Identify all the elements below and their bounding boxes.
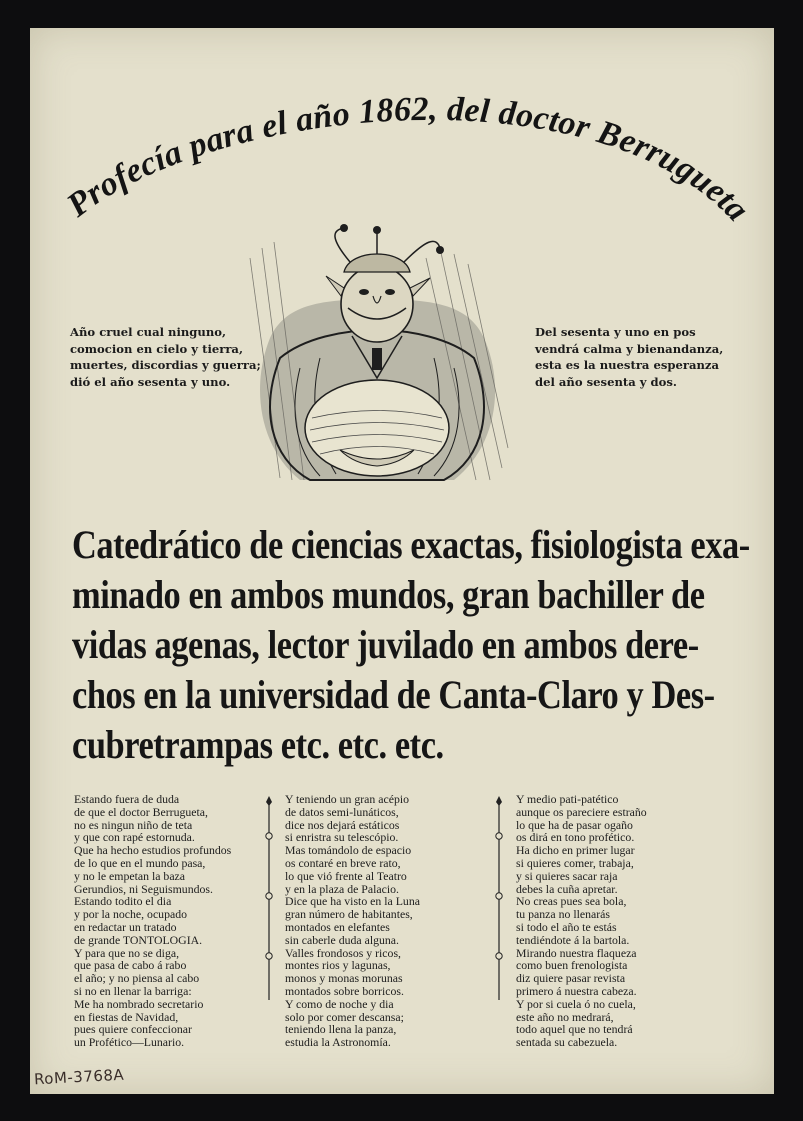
poem-line: este año no medrará, xyxy=(516,1009,614,1024)
poem-line: todo aquel que no tendrá xyxy=(516,1022,633,1037)
poem-line: montados sobre borricos. xyxy=(285,983,404,998)
poem-line: y si quieres sacar raja xyxy=(516,868,618,883)
poem-line: y en la plaza de Palacio. xyxy=(285,881,399,896)
verse-right xyxy=(535,324,723,390)
poem-line: y por la noche, ocupado xyxy=(74,907,188,922)
poem-line: solo por comer descansa; xyxy=(285,1009,404,1024)
poem-line: un Profético—Lunario. xyxy=(74,1035,185,1050)
heading-line: chos en la universidad de Canta-Claro y Des- xyxy=(72,672,715,717)
verse-line: esta es la nuestra esperanza xyxy=(535,358,720,372)
poem-line: tendiéndote á la bartola. xyxy=(516,932,630,947)
poem-line: y no le empetan la baza xyxy=(74,868,186,883)
poem-line: montados en elefantes xyxy=(285,919,390,934)
heading-line: minado en ambos mundos, gran bachiller de xyxy=(72,572,705,617)
poem-line: debes la cuña apretar. xyxy=(516,881,618,896)
poem-line: sentada su cabezuela. xyxy=(516,1035,618,1050)
poem-line: os dirá en tono profético. xyxy=(516,830,635,845)
poem-line: Mas tomándolo de espacio xyxy=(285,843,412,858)
poem-line: Estando fuera de duda xyxy=(74,792,180,806)
poem-line: Y teniendo un gran acépio xyxy=(285,792,410,806)
poem-line: si enristra su telescópio. xyxy=(285,830,399,845)
poem-line: de lo que en el mundo pasa, xyxy=(74,855,206,870)
poem-line: de que el doctor Berrugueta, xyxy=(74,804,208,819)
poem-line: Estando todito el dia xyxy=(74,894,172,909)
poem-line: montes rios y lagunas, xyxy=(285,958,391,973)
poem-line: pues quiere confeccionar xyxy=(74,1022,192,1037)
verse-left xyxy=(70,324,261,390)
poem-line: y que con rapé estornuda. xyxy=(74,830,195,845)
doctor-portrait-engraving xyxy=(240,218,514,488)
title-text: Profecía para el año 1862, del doctor Berrugueta, xyxy=(25,0,756,229)
poem-line: Y como de noche y dia xyxy=(285,996,394,1011)
poem-line: aunque os pareciere estraño xyxy=(516,804,647,819)
poem-line: en fiestas de Navidad, xyxy=(74,1009,179,1024)
poem-line: estudia la Astronomía. xyxy=(285,1035,391,1050)
poem-line: el año; y no piensa al cabo xyxy=(74,971,200,986)
svg-text:Profecía para el año 1862, del xyxy=(25,0,756,229)
verse-line: Del sesenta y uno en pos xyxy=(535,325,696,339)
poem-column-3 xyxy=(516,793,647,1049)
library-shelfmark: RoM-3768A xyxy=(33,1065,125,1089)
poem-line: sin caberle duda alguna. xyxy=(285,932,399,947)
poem-line: teniendo llena la panza, xyxy=(285,1022,397,1037)
heading-line: cubretrampas etc. etc. etc. xyxy=(72,722,444,767)
poem-line: Que ha hecho estudios profundos xyxy=(74,843,232,858)
poem-line: como buen frenologista xyxy=(516,958,628,973)
poem-line: Valles frondosos y ricos, xyxy=(285,945,401,960)
poem-line: si todo el año te estás xyxy=(516,919,617,934)
heading-line: vidas agenas, lector juvilado en ambos dere- xyxy=(72,622,699,667)
poem-line: tu panza no llenarás xyxy=(516,907,611,922)
poem-column-2 xyxy=(285,793,420,1049)
verse-line: del año sesenta y dos. xyxy=(535,374,677,389)
broadsheet-page xyxy=(25,0,774,1094)
heading-line: Catedrático de ciencias exactas, fisiologista exa- xyxy=(72,522,750,567)
poem-line: de datos semi-lunáticos, xyxy=(285,804,399,819)
poem-line: diz quiere pasar revista xyxy=(516,971,626,986)
verse-line: Año cruel cual ninguno, xyxy=(70,325,227,339)
poem-line: os contaré en breve rato, xyxy=(285,855,401,870)
poem-line: no es ningun niño de teta xyxy=(74,817,193,832)
poem-line: No creas pues sea bola, xyxy=(516,894,627,909)
poem-line: Mirando nuestra flaqueza xyxy=(516,945,637,960)
poem-line: gran número de habitantes, xyxy=(285,907,413,922)
poem-line: dice nos dejará estáticos xyxy=(285,817,400,832)
verse-line: dió el año sesenta y uno. xyxy=(70,374,231,389)
poem-line: Gerundios, ni Seguismundos. xyxy=(74,881,213,896)
poem-line: Ha dicho en primer lugar xyxy=(516,843,635,858)
poem-line: lo que ha de pasar ogaño xyxy=(516,817,633,832)
poem-line: lo que vió frente al Teatro xyxy=(285,868,407,883)
poem-line: Y para que no se diga, xyxy=(74,945,180,960)
poem-column-1 xyxy=(74,793,231,1049)
column-divider-ornament xyxy=(494,796,504,1001)
poem-line: Me ha nombrado secretario xyxy=(74,996,204,1011)
poem-line: si no en llenar la barriga: xyxy=(74,983,192,998)
verse-line: comocion en cielo y tierra, xyxy=(70,341,243,356)
poem-line: monos y monas morunas xyxy=(285,971,403,986)
verse-line: vendrá calma y bienandanza, xyxy=(535,341,724,356)
poem-line: si quieres comer, trabaja, xyxy=(516,855,634,870)
poem-line: que pasa de cabo á rabo xyxy=(74,958,187,973)
poem-line: Y medio pati-patético xyxy=(516,792,619,806)
column-divider-ornament xyxy=(264,796,274,1001)
poem-line: en redactar un tratado xyxy=(74,919,177,934)
doctor-titles-heading xyxy=(72,520,750,770)
verse-line: muertes, discordias y guerra; xyxy=(70,358,261,372)
poem-line: Y por si cuela ó no cuela, xyxy=(516,996,636,1011)
poem-line: de grande TONTOLOGIA. xyxy=(74,932,203,947)
poem-line: Dice que ha visto en la Luna xyxy=(285,894,420,909)
poem-line: primero á nuestra cabeza. xyxy=(516,983,637,998)
